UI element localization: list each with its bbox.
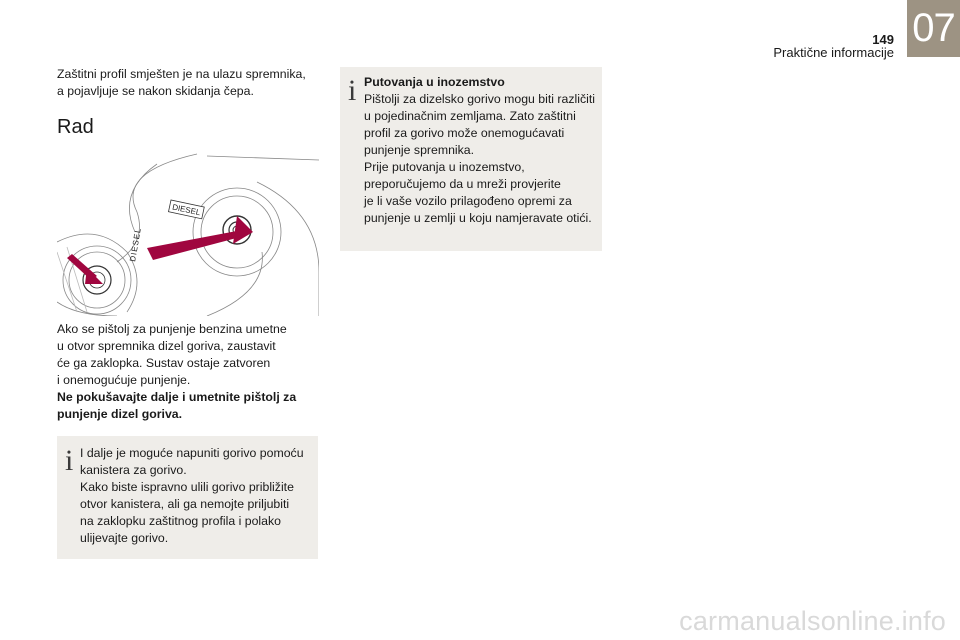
- info-box-text: [80, 445, 312, 547]
- info-icon: i: [65, 444, 74, 477]
- info-box-text: [364, 74, 598, 227]
- info-line: Kako biste ispravno ulili gorivo približite: [80, 480, 294, 494]
- info-line: u pojedinačnim zemljama. Zato zaštitni: [364, 109, 576, 123]
- info-line: preporučujemo da u mreži provjerite: [364, 177, 561, 191]
- info-box-title: Putovanja u inozemstvo: [364, 75, 505, 89]
- info-line: je li vaše vozilo prilagođeno opremi za: [364, 194, 572, 208]
- warning-line: Ne pokušavajte dalje i umetnite pištolj za: [57, 390, 297, 404]
- info-line: I dalje je moguće napuniti gorivo pomoću: [80, 446, 304, 460]
- info-box-canister: [57, 436, 318, 559]
- info-line: na zaklopku zaštitnog profila i polako: [80, 514, 281, 528]
- info-line: punjenje spremnika.: [364, 143, 475, 157]
- diesel-label-top: [169, 200, 205, 219]
- body-line: i onemogućuje punjenje.: [57, 373, 191, 387]
- fuel-filler-illustration: [57, 152, 319, 316]
- body-line: će ga zaklopka. Sustav ostaje zatvoren: [57, 356, 271, 370]
- info-line: profil za gorivo može onemogućavati: [364, 126, 565, 140]
- info-line: ulijevajte gorivo.: [80, 531, 169, 545]
- intro-line: a pojavljuje se nakon skidanja čepa.: [57, 84, 254, 98]
- info-line: Pištolji za dizelsko gorivo mogu biti različiti: [364, 92, 595, 106]
- diesel-label-side: [128, 227, 143, 263]
- body-line: Ako se pištolj za punjenje benzina umetne: [57, 322, 287, 336]
- body-paragraph: [57, 321, 327, 423]
- watermark: carmanualsonline.info: [679, 606, 946, 636]
- section-header-title: Praktične informacije: [773, 45, 894, 60]
- info-line: kanistera za gorivo.: [80, 463, 187, 477]
- intro-line: Zaštitni profil smješten je na ulazu spremnika,: [57, 67, 306, 81]
- pointer-arrow-right: [147, 230, 248, 260]
- info-line: punjenje u zemlji u koju namjeravate otići.: [364, 211, 592, 225]
- warning-line: punjenje dizel goriva.: [57, 407, 183, 421]
- page-number: 149: [872, 32, 894, 47]
- chapter-tab: 07: [907, 0, 960, 57]
- pointer-arrow-tip-left: [85, 268, 103, 284]
- svg-text:DIESEL: DIESEL: [171, 202, 202, 218]
- info-line: otvor kanistera, ali ga nemojte priljubiti: [80, 497, 290, 511]
- pointer-arrow-tip-right: [233, 216, 253, 244]
- svg-text:DIESEL: DIESEL: [128, 226, 143, 263]
- info-box-travel: [340, 67, 602, 251]
- body-line: u otvor spremnika dizel goriva, zaustavit: [57, 339, 276, 353]
- info-icon: i: [348, 74, 357, 107]
- section-title: Rad: [57, 116, 94, 138]
- info-line: Prije putovanja u inozemstvo,: [364, 160, 525, 174]
- intro-paragraph: [57, 66, 327, 100]
